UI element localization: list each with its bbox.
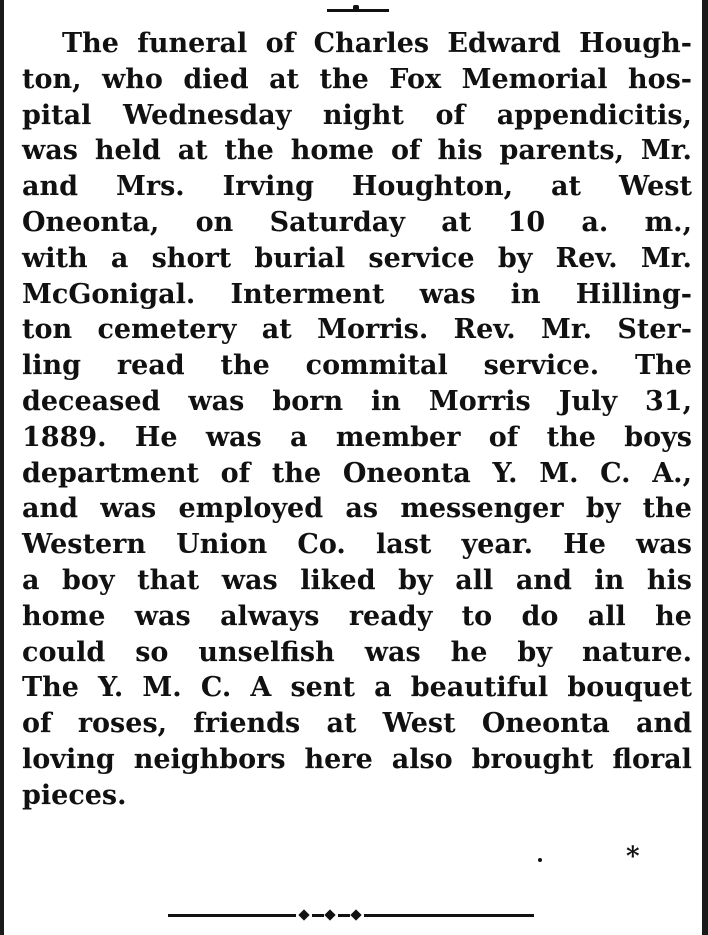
article-word: and (22, 493, 79, 525)
article-word: liked (300, 564, 376, 596)
article-word: sent (290, 672, 355, 704)
article-word: friends (193, 708, 301, 740)
article-word: at (441, 206, 472, 238)
article-word: Rev. (555, 242, 618, 274)
article-word: Co. (297, 529, 346, 561)
article-word: Morris (428, 385, 531, 417)
article-word: of (22, 708, 52, 740)
article-word: at (269, 63, 300, 95)
article-word: was (419, 278, 476, 310)
article-word: he (450, 636, 488, 668)
article-word: so (135, 636, 169, 668)
article-word: at (326, 708, 357, 740)
article-word: and (515, 564, 572, 596)
article-word: parents, (499, 135, 624, 167)
article-word: The (22, 672, 79, 704)
article-word: at (177, 135, 208, 167)
article-word: a. (581, 206, 609, 238)
article-line (22, 241, 692, 277)
article-word: ready (348, 600, 433, 632)
article-word: McGonigal. (22, 278, 196, 310)
article-word: the (224, 135, 274, 167)
article-word: West (618, 171, 692, 203)
article-word: by (585, 493, 621, 525)
article-line (22, 312, 692, 348)
article-word: Mrs. (115, 171, 185, 203)
article-word: always (220, 600, 320, 632)
article-word: night (322, 99, 404, 131)
article-word: Union (176, 529, 268, 561)
article-word: who (102, 63, 163, 95)
article-word: as (345, 493, 379, 525)
article-line (22, 348, 692, 384)
article-word: burial (254, 242, 346, 274)
article-word: pital (22, 99, 92, 131)
article-word: was (188, 385, 245, 417)
article-word: was (636, 529, 692, 561)
top-separator-ornament (353, 5, 359, 9)
article-word: service (368, 242, 475, 274)
article-word: the (271, 457, 322, 489)
article-word: Oneonta (481, 708, 610, 740)
article-word: service. (483, 350, 600, 382)
bottom-rule-segment-right (364, 914, 534, 917)
article-word: Edward (447, 28, 561, 59)
article-word: cemetery (97, 314, 237, 346)
article-word: neighbors (133, 743, 286, 775)
article-line (22, 169, 692, 205)
article-word: a (22, 564, 40, 596)
article-word: by (517, 636, 552, 668)
article-word: by (497, 242, 533, 274)
article-line (22, 277, 692, 313)
article-word: bouquet (567, 672, 692, 704)
article-word: the (546, 421, 596, 453)
article-word: held (94, 135, 161, 167)
article-word: C. (200, 672, 232, 704)
article-word: of (435, 99, 466, 131)
article-word: Morris. (317, 314, 429, 346)
article-line (22, 599, 692, 635)
newspaper-article (22, 26, 692, 814)
article-word: all (455, 564, 494, 596)
article-line (22, 133, 692, 169)
article-word: Interment (230, 278, 385, 310)
article-word: in (510, 278, 541, 310)
article-word: with (22, 242, 88, 274)
article-word: brought (471, 743, 594, 775)
article-word: was (100, 493, 157, 525)
article-line (22, 205, 692, 241)
article-word: loving (22, 743, 115, 775)
article-line (22, 456, 692, 492)
article-word: 10 (507, 206, 546, 238)
bottom-rule-diamond (298, 909, 309, 920)
article-word: was (22, 135, 78, 167)
article-word: The (62, 28, 119, 59)
article-word: could (22, 636, 106, 668)
article-word: home (290, 135, 375, 167)
article-word: at (551, 171, 581, 203)
article-word: to (461, 600, 493, 632)
article-word: deceased (22, 385, 161, 417)
end-mark: * (626, 842, 640, 872)
top-separator-rule (327, 9, 389, 12)
bottom-rule-diamond (350, 909, 361, 920)
article-word: Mr. (540, 314, 593, 346)
article-word: A (250, 672, 272, 704)
article-word: Irving (222, 171, 314, 203)
article-line (22, 384, 692, 420)
article-word: his (437, 135, 483, 167)
article-word: a (290, 421, 308, 453)
article-line (22, 491, 692, 527)
article-word: last (375, 529, 432, 561)
article-word: Mr. (640, 242, 692, 274)
article-word: also (391, 743, 453, 775)
article-word: home (22, 600, 106, 632)
article-word: by (398, 564, 433, 596)
article-word: unselfish (198, 636, 335, 668)
article-word: Mr. (640, 135, 692, 167)
article-word: a (374, 672, 392, 704)
article-word: his (646, 564, 692, 596)
article-word: commital (305, 350, 448, 382)
article-word: West (382, 708, 456, 740)
article-line (22, 26, 692, 62)
article-word: He (134, 421, 178, 453)
article-word: m., (644, 206, 692, 238)
article-word: Saturday (269, 206, 405, 238)
article-word: member (335, 421, 461, 453)
article-word: Rev. (453, 314, 516, 346)
article-line (22, 62, 692, 98)
article-word: roses, (77, 708, 168, 740)
article-word: Memorial (461, 63, 608, 95)
article-word: A., (652, 457, 692, 489)
article-word: of (391, 135, 421, 167)
article-word: and (22, 171, 79, 203)
article-word: short (151, 242, 232, 274)
article-word: ton, (22, 63, 82, 95)
article-word: Oneonta, (22, 206, 160, 238)
article-word: year. (461, 529, 534, 561)
article-word: Y. (98, 672, 124, 704)
article-word: died (183, 63, 249, 95)
article-word: do (521, 600, 559, 632)
article-word: Hilling- (575, 278, 692, 310)
article-line (22, 778, 692, 814)
bottom-ornamental-rule (168, 914, 534, 917)
article-word: messenger (400, 493, 564, 525)
article-word: Wednesday (123, 99, 292, 131)
article-word: department (22, 457, 199, 489)
article-word: and (635, 708, 692, 740)
article-word: He (563, 529, 606, 561)
article-word: Ster- (617, 314, 692, 346)
article-word: the (220, 350, 270, 382)
article-line (22, 420, 692, 456)
article-word: nature. (581, 636, 692, 668)
article-line (22, 706, 692, 742)
article-word: he (655, 600, 692, 632)
article-word: 1889. (22, 421, 107, 453)
article-word: Oneonta (342, 457, 471, 489)
article-word: July (558, 385, 618, 417)
article-word: was (364, 636, 421, 668)
article-word: read (116, 350, 185, 382)
article-word: was (205, 421, 262, 453)
article-line (22, 670, 692, 706)
article-line (22, 527, 692, 563)
article-word: the (642, 493, 692, 525)
bottom-rule-diamond (324, 909, 335, 920)
article-word: that (137, 564, 200, 596)
article-word: on (195, 206, 234, 238)
article-word: boy (62, 564, 115, 596)
article-line (22, 98, 692, 134)
article-word: The (635, 350, 692, 382)
article-word: M. (539, 457, 579, 489)
article-word: a (110, 242, 129, 274)
article-word: appendicitis, (496, 99, 692, 131)
article-word: ton (22, 314, 73, 346)
article-word: of (488, 421, 519, 453)
article-word: floral (612, 743, 692, 775)
article-word: Charles (313, 28, 430, 59)
article-line (22, 635, 692, 671)
column-rule-right (702, 0, 708, 935)
article-word: employed (178, 493, 324, 525)
article-word: was (221, 564, 278, 596)
article-word: at (261, 314, 292, 346)
article-word: was (134, 600, 191, 632)
article-word: 31, (645, 385, 692, 417)
article-line (22, 563, 692, 599)
article-word: the (319, 63, 369, 95)
article-word: of (265, 28, 296, 59)
article-line (22, 742, 692, 778)
article-word: boys (624, 421, 692, 453)
article-word: Western (22, 529, 147, 561)
bottom-rule-segment (312, 914, 324, 917)
article-word: funeral (137, 28, 248, 59)
article-word: Hough- (579, 28, 692, 59)
article-word: in (371, 385, 401, 417)
article-word: beautiful (410, 672, 549, 704)
stray-dot (538, 858, 542, 862)
article-word: all (587, 600, 626, 632)
article-word: in (594, 564, 625, 596)
column-rule-left (0, 0, 4, 935)
article-word: here (304, 743, 373, 775)
bottom-rule-segment-left (168, 914, 296, 917)
article-word: Fox (389, 63, 442, 95)
article-word: born (272, 385, 344, 417)
article-word: Houghton, (351, 171, 514, 203)
article-word: pieces. (22, 779, 127, 811)
article-word: of (220, 457, 251, 489)
article-word: hos- (627, 63, 692, 95)
article-word: M. (142, 672, 182, 704)
article-word: C. (600, 457, 631, 489)
article-word: Y. (492, 457, 518, 489)
bottom-rule-segment (338, 914, 350, 917)
article-word: ling (22, 350, 82, 382)
